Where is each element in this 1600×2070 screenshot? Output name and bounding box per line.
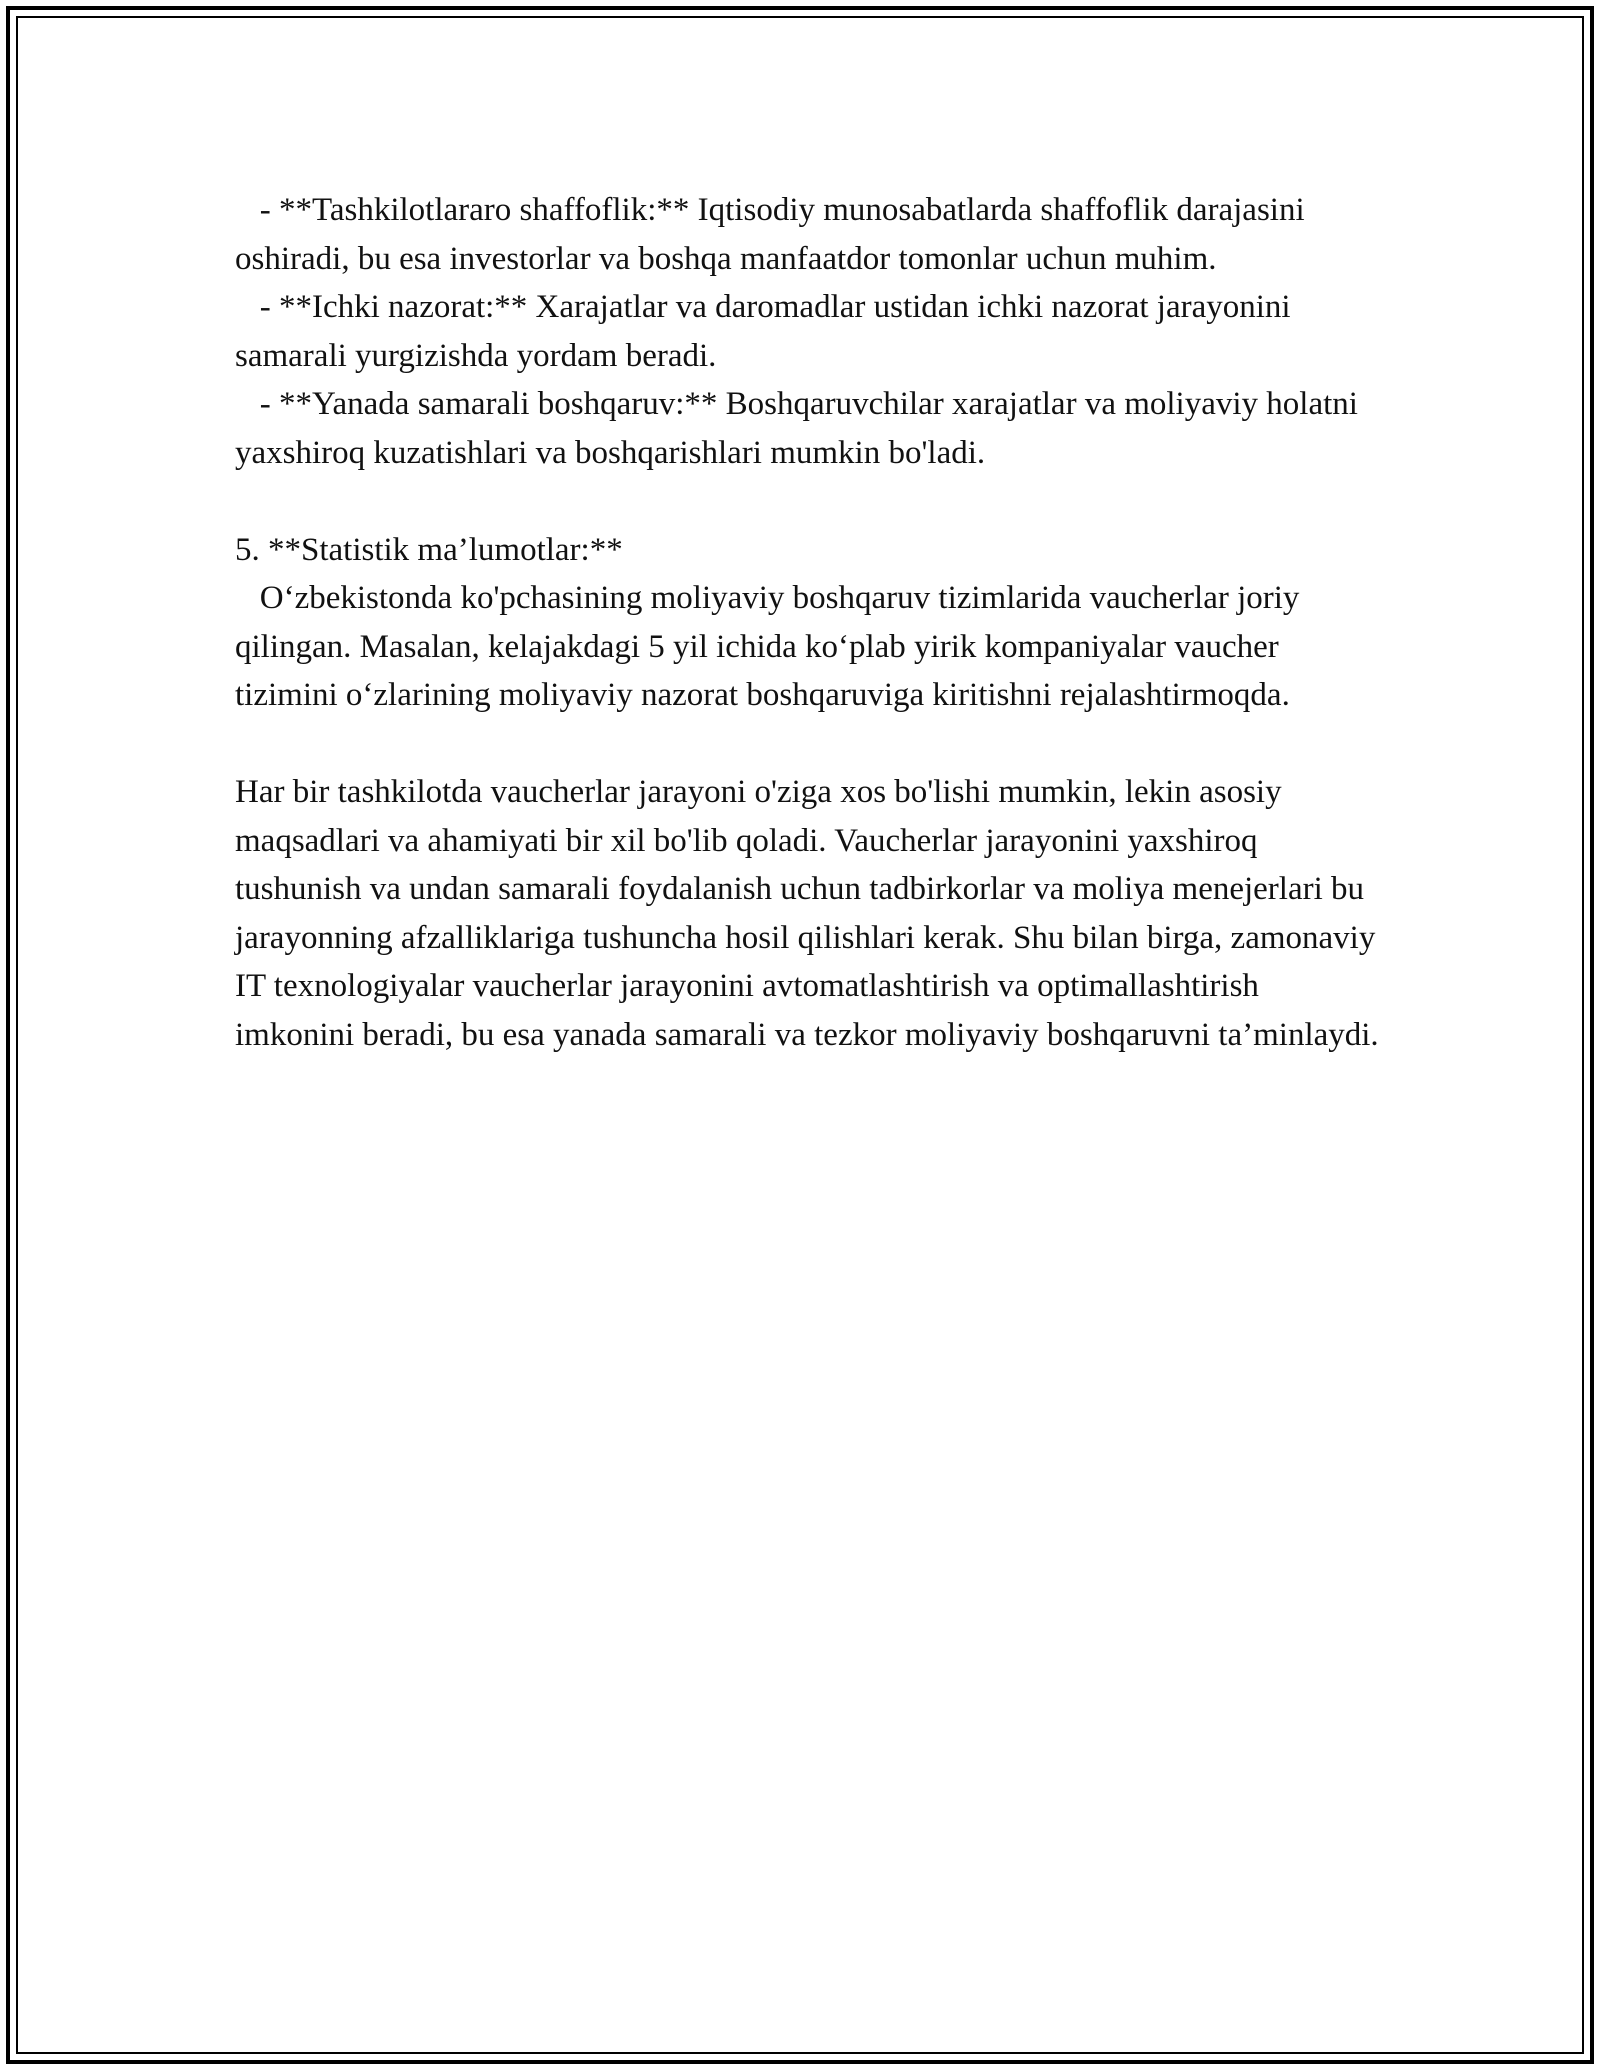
bullet-efficient-management: - **Yanada samarali boshqaruv:** Boshqaruvchilar xarajatlar va moliyaviy holatni yaxshiroq kuzatishlari va boshqarishlari mumkin bo'ladi. (235, 386, 1367, 471)
paragraph-spacer (235, 477, 1385, 526)
bullet-internal-control: - **Ichki nazorat:** Xarajatlar va daromadlar ustidan ichki nazorat jarayonini samarali yurgizishda yordam beradi. (235, 289, 1299, 374)
bullet-transparency: - **Tashkilotlararo shaffoflik:** Iqtisodiy munosabatlarda shaffoflik darajasini oshiradi, bu esa investorlar va boshqa manfaatdor tomonlar uchun muhim. (235, 192, 1313, 277)
document-body (235, 186, 1385, 1059)
paragraph-spacer (235, 720, 1385, 769)
section-heading-statistics: 5. **Statistik ma’lumotlar:** (235, 531, 623, 568)
statistics-paragraph: O‘zbekistonda ko'pchasining moliyaviy boshqaruv tizimlarida vaucherlar joriy qilingan. Masalan, kelajakdagi 5 yil ichida ko‘plab yirik kompaniyalar vaucher tizimini o‘zlarining moliyaviy nazorat boshqaruviga kiritishni rejalashtirmoqda. (235, 580, 1308, 713)
conclusion-paragraph: Har bir tashkilotda vaucherlar jarayoni o'ziga xos bo'lishi mumkin, lekin asosiy maqsadlari va ahamiyati bir xil bo'lib qoladi. Vaucherlar jarayonini yaxshiroq tushunish va undan samarali foydalanish uchun tadbirkorlar va moliya menejerlari bu jarayonning afzalliklariga tushuncha hosil qilishlari kerak. Shu bilan birga, zamonaviy IT texnologiyalar vaucherlar jarayonini avtomatlashtirish va optimallashtirish imkonini beradi, bu esa yanada samarali va tezkor moliyaviy boshqaruvni ta’minlaydi. (235, 774, 1384, 1053)
